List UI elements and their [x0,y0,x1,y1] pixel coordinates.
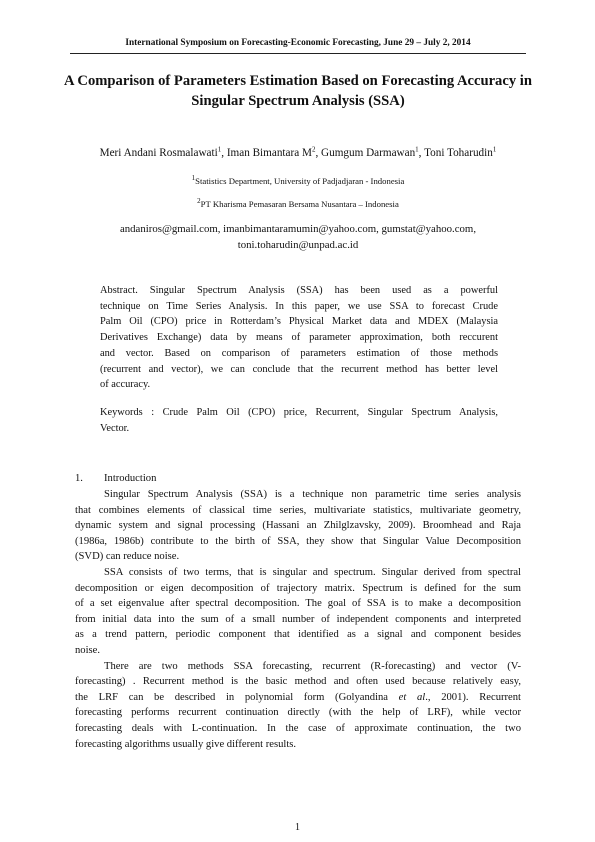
body-line: noise. [75,644,101,656]
keywords-line: Vector. [100,422,130,434]
abstract-line: Palm Oil (CPO) price in Rotterdam’s Physical Market data and MDEX (Malaysia [100,316,498,328]
section-number: 1. [75,473,83,484]
author-separator: , [221,147,227,159]
section-title: Introduction [104,473,157,484]
body-line: forecasting) . Recurrent method is the basic method and often used because relatively easy, [75,676,521,688]
keywords [100,405,498,436]
affiliation-text: Statistics Department, University of Padjadjaran - Indonesia [195,176,405,186]
page-number: 1 [295,822,300,833]
abstract-line: technique on Time Series Analysis. In this paper, we use SSA to forecast Crude [100,300,498,312]
affiliation-text: PT Kharisma Pemasaran Bersama Nusantara – Indonesia [200,199,399,209]
abstract-line: Abstract. Singular Spectrum Analysis (SSA) has been used as a powerful [100,285,498,296]
abstract-line: (recurrent and vector), we can conclude that the recurrent method has better level [100,363,498,375]
email-line-1: andaniros@gmail.com, imanbimantaramumin@yahoo.com, gumstat@yahoo.com, [119,223,477,235]
body-line: as a trend pattern, periodic component that identified as a signal and component besides [75,629,521,641]
author-name: Iman Bimantara M [226,147,312,159]
affiliation-2 [60,199,536,209]
author-separator: , [315,147,322,159]
body-line: forecasting performs recurrent continuation directly (with the help of LRF), while vector [75,707,521,719]
body-line: (1986a, 1986b) contribute to the birth of SSA, they show that Singular Value Decomposition [75,535,521,547]
affiliation-mark: 2 [197,197,201,206]
running-head: International Symposium on Forecasting-Economic Forecasting, June 29 – July 2, 2014 [125,38,471,48]
body-line: (SVD) can reduce noise. [75,551,180,563]
keywords-line: Keywords : Crude Palm Oil (CPO) price, Recurrent, Singular Spectrum Analysis, [100,407,498,418]
author-list [60,147,536,159]
body-line: There are two methods SSA forecasting, recurrent (R-forecasting) and vector (V- [104,660,521,672]
author-name: Meri Andani Rosmalawati [99,147,218,159]
citation-tail: ., 2001). Recurrent [425,691,521,703]
body-line: Singular Spectrum Analysis (SSA) is a technique non parametric time series analysis [104,489,521,500]
author-name: Toni Toharudin [424,147,493,159]
author-affiliation-mark: 1 [492,145,497,154]
introduction-body [75,487,521,752]
body-line: decomposition or eigen decomposition of trajectory matrix. Spectrum is defined for the sum [75,582,521,594]
abstract-line: of accuracy. [100,379,151,391]
body-line: from initial data into the sum of a small number of independent components and interpreted [75,613,521,625]
body-line: of a set eigenvalue after spectral decomposition. The goal of SSA is to make a decomposition [75,598,521,610]
paper-title [60,71,536,111]
abstract [100,283,498,393]
body-line-text: the LRF can be described in polynomial form (Golyandina [75,691,399,703]
body-line-with-citation [75,690,521,706]
affiliation-1 [60,176,536,186]
citation-et-al: et al [398,691,426,703]
affiliation-mark: 1 [191,174,196,183]
author-affiliation-mark: 1 [217,145,222,154]
body-line: forecasting algorithms usually give different results. [75,738,297,750]
title-line-2: Singular Spectrum Analysis (SSA) [191,93,405,109]
body-line: dynamic system and signal processing (Hassani an Zhilglzavsky, 2009). Broomhead and Raja [75,520,521,532]
author-affiliation-mark: 2 [311,145,316,154]
body-line: that combines elements of classical time series, multivariate statistics, multivariate geometry, [75,504,521,516]
abstract-line: and vector. Based on comparison of parameters estimation of those methods [100,347,498,359]
author-name: Gumgum Darmawan [321,147,416,159]
author-affiliation-mark: 1 [415,145,419,154]
section-heading [75,473,525,484]
body-line: SSA consists of two terms, that is singular and spectrum. Singular derived from spectral [104,566,521,578]
email-line-2: toni.toharudin@unpad.ac.id [237,238,359,251]
title-line-1: A Comparison of Parameters Estimation Based on Forecasting Accuracy in [64,73,532,89]
author-separator: , [418,147,425,159]
author-emails [60,222,536,253]
header-rule [70,53,526,54]
abstract-line: Derivatives Exchange) data by means of parameter approximation, both reccurent [100,332,498,344]
body-line: forecasting deals with L-continuation. In the case of approximate continuation, the two [75,722,521,734]
